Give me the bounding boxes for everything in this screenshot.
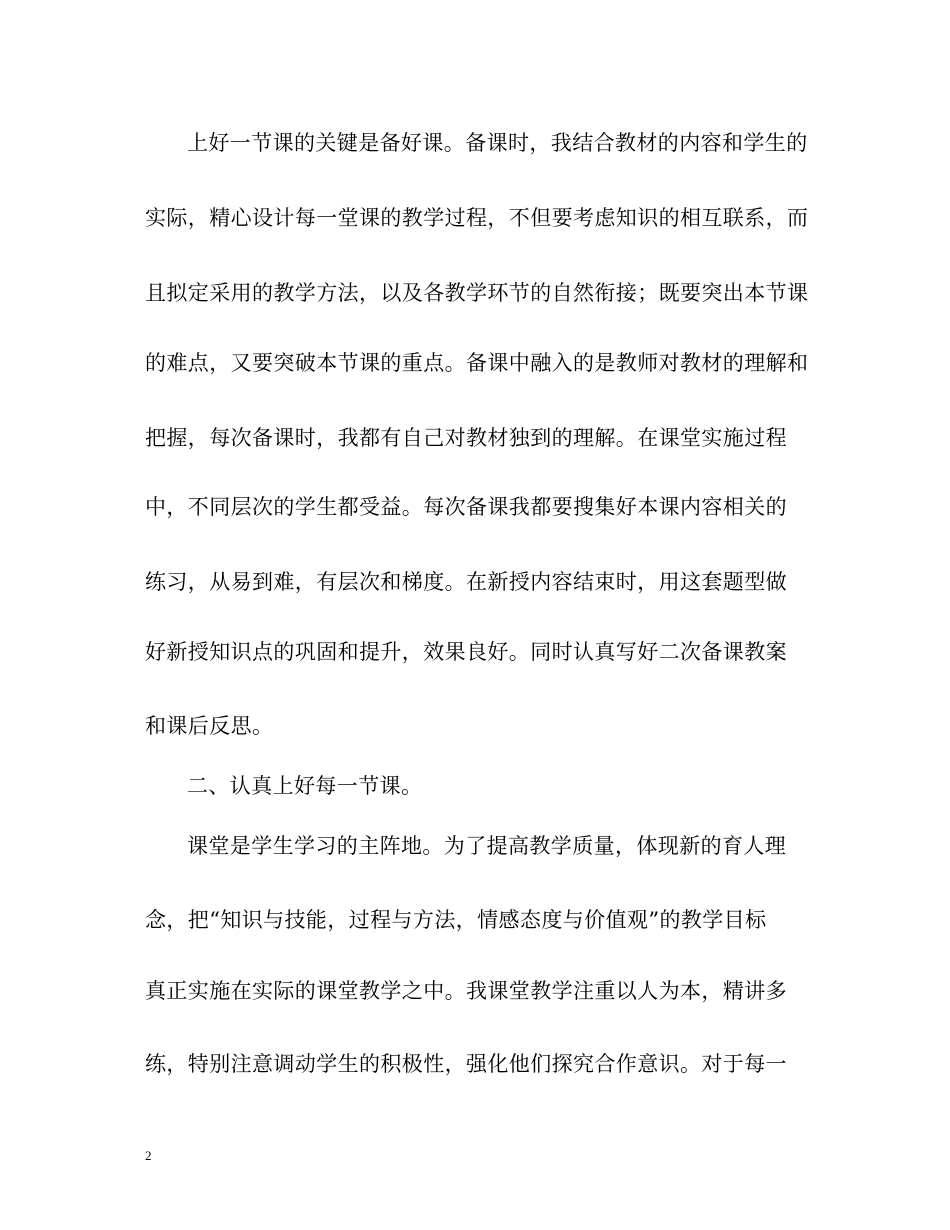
- text-line-8: 好新授知识点的巩固和提升，效果良好。同时认真写好二次备课教案: [145, 640, 787, 664]
- text-line-4: 的难点，又要突破本节课的重点。备课中融入的是教师对教材的理解和: [145, 351, 809, 375]
- text-line-7: 练习，从易到难，有层次和梯度。在新授内容结束时，用这套题型做: [145, 570, 787, 594]
- section-heading: 二、认真上好每一节课。: [187, 774, 423, 798]
- text-line-6: 中，不同层次的学生都受益。每次备课我都要搜集好本课内容相关的: [145, 495, 787, 519]
- text-line-2: 实际，精心设计每一堂课的教学过程，不但要考虑知识的相互联系，而: [145, 206, 809, 230]
- text-line-13: 真正实施在实际的课堂教学之中。我课堂教学注重以人为本，精讲多: [145, 979, 787, 1003]
- page-number: 2: [145, 1148, 152, 1163]
- text-line-9: 和课后反思。: [145, 714, 274, 738]
- text-line-5: 把握，每次备课时，我都有自己对教材独到的理解。在课堂实施过程: [145, 426, 787, 450]
- text-line-11: 课堂是学生学习的主阵地。为了提高教学质量，体现新的育人理: [187, 834, 787, 858]
- text-line-3: 且拟定采用的教学方法，以及各教学环节的自然衔接；既要突出本节课: [145, 281, 809, 305]
- text-line-12: 念，把“知识与技能，过程与方法，情感态度与价值观”的教学目标: [145, 908, 767, 932]
- text-line-14: 练，特别注意调动学生的积极性，强化他们探究合作意识。对于每一: [145, 1052, 787, 1076]
- text-line-1: 上好一节课的关键是备好课。备课时，我结合教材的内容和学生的: [187, 131, 808, 155]
